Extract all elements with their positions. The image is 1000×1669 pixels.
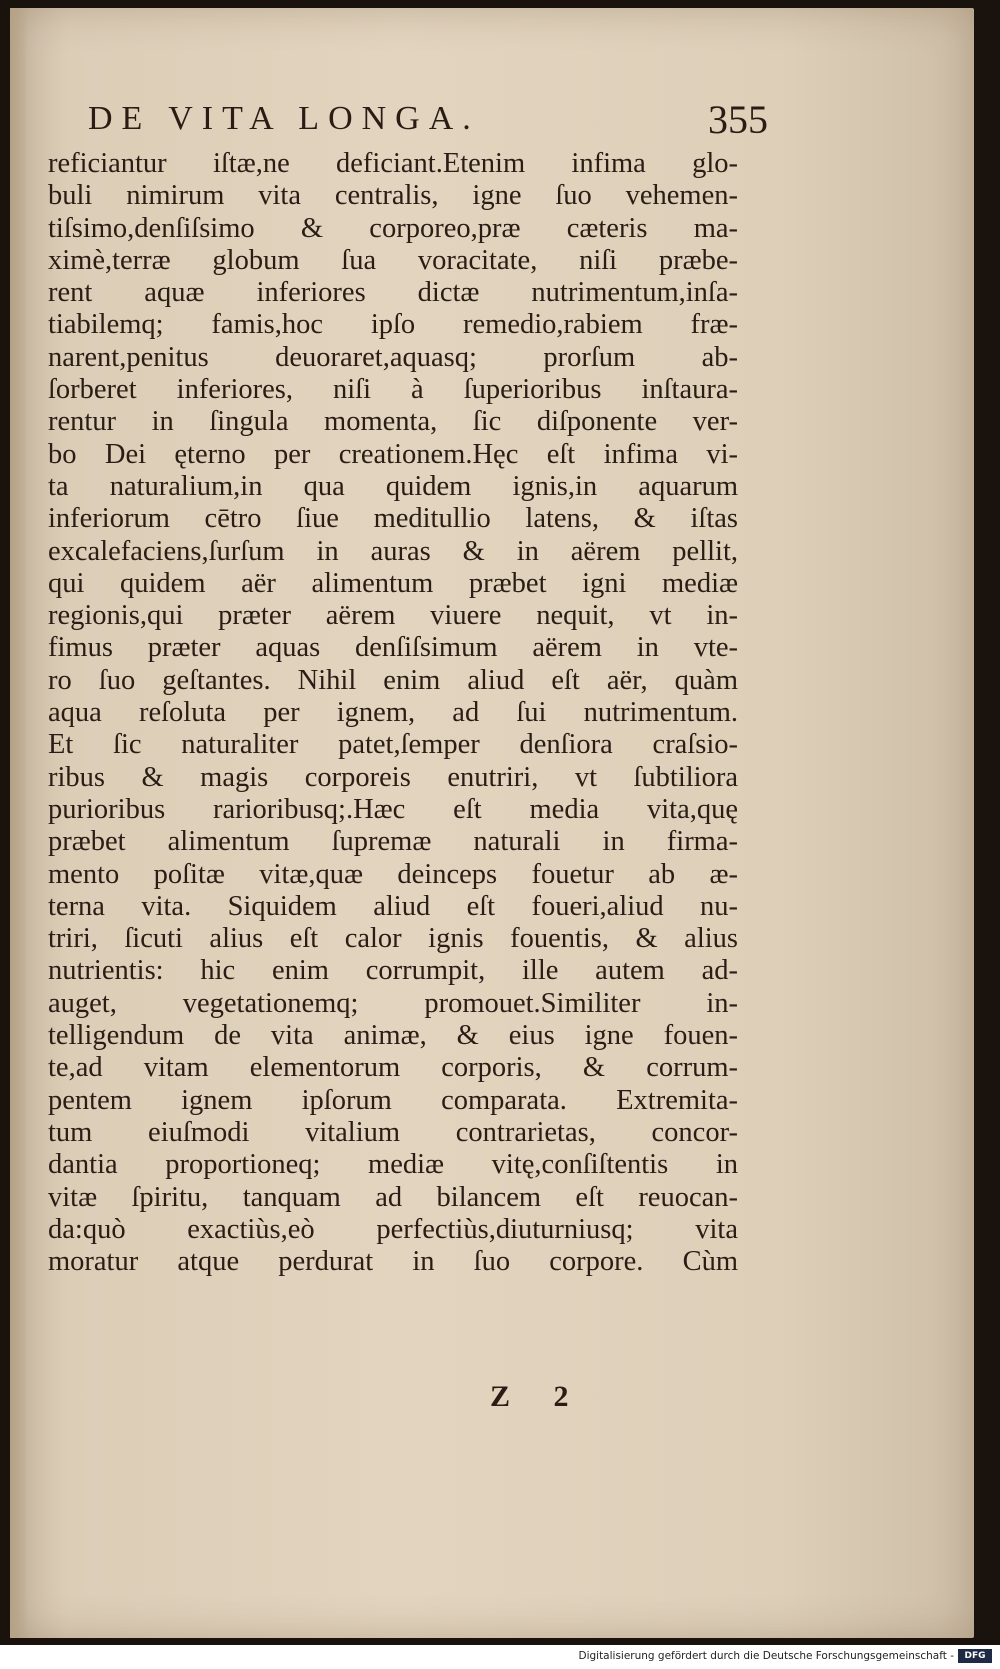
text-line: pentem ignem ipſorum comparata. Extremita-	[48, 1084, 738, 1116]
signature-mark: Z 2	[490, 1380, 587, 1413]
text-line: moratur atque perdurat in ſuo corpore. Cùm	[48, 1246, 738, 1278]
text-line: mento poſitæ vitæ,quæ deinceps fouetur ab æ-	[48, 858, 738, 890]
text-line: ſorberet inferiores, niſi à ſuperioribus inſtaura-	[48, 374, 738, 406]
text-line: te,ad vitam elementorum corporis, & corrum-	[48, 1052, 738, 1084]
text-line: aqua reſoluta per ignem, ad ſui nutrimentum.	[48, 697, 738, 729]
text-line: tiabilemq; famis,hoc ipſo remedio,rabiem fræ-	[48, 309, 738, 341]
text-line: inferiorum cētro ſiue meditullio latens, & iſtas	[48, 503, 738, 535]
text-line: telligendum de vita animæ, & eius igne fouen-	[48, 1020, 738, 1052]
text-line: vitæ ſpiritu, tanquam ad bilancem eſt reuocan-	[48, 1181, 738, 1213]
text-line: reficiantur iſtæ,ne deficiant.Etenim infima glo-	[48, 148, 738, 179]
text-line: ro ſuo geſtantes. Nihil enim aliud eſt aër, quàm	[48, 664, 738, 696]
text-line: triri, ſicuti alius eſt calor ignis fouentis, & alius	[48, 923, 738, 955]
text-line: auget, vegetationemq; promouet.Similiter in-	[48, 987, 738, 1019]
text-line: buli nimirum vita centralis, igne ſuo vehemen-	[48, 180, 738, 212]
text-line: qui quidem aër alimentum præbet igni mediæ	[48, 567, 738, 599]
running-title: DE VITA LONGA.	[88, 100, 480, 137]
body-text	[48, 148, 738, 1278]
text-line: ta naturalium,in qua quidem ignis,in aquarum	[48, 470, 738, 502]
funding-credit: Digitalisierung gefördert durch die Deutsche Forschungsgemeinschaft -	[578, 1650, 954, 1662]
text-line: ximè,terræ globum ſua voracitate, niſi præbe-	[48, 244, 738, 276]
text-line: rent aquæ inferiores dictæ nutrimentum,inſa-	[48, 277, 738, 309]
page-gutter-shadow	[10, 8, 28, 1638]
text-line: da:quò exactiùs,eò perfectiùs,diuturniusq; vita	[48, 1213, 738, 1245]
text-line: purioribus rarioribusq;.Hæc eſt media vita,quę	[48, 793, 738, 825]
text-line: narent,penitus deuoraret,aquasq; prorſum ab-	[48, 341, 738, 373]
text-line: præbet alimentum ſupremæ naturali in firma-	[48, 826, 738, 858]
dfg-logo: DFG	[958, 1649, 992, 1663]
text-line: excalefaciens,ſurſum in auras & in aërem pellit,	[48, 535, 738, 567]
page-header	[88, 97, 768, 150]
text-line: regionis,qui præter aërem viuere nequit, vt in-	[48, 600, 738, 632]
text-line: fimus præter aquas denſiſsimum aërem in vte-	[48, 632, 738, 664]
text-line: rentur in ſingula momenta, ſic diſponente ver-	[48, 406, 738, 438]
page-number: 355	[708, 97, 768, 142]
text-line: bo Dei ęterno per creationem.Hęc eſt infima vi-	[48, 438, 738, 470]
text-line: terna vita. Siquidem aliud eſt foueri,aliud nu-	[48, 890, 738, 922]
text-line: nutrientis: hic enim corrumpit, ille autem ad-	[48, 955, 738, 987]
text-line: dantia proportioneq; mediæ vitę,conſiſtentis in	[48, 1149, 738, 1181]
text-line: ribus & magis corporeis enutriri, vt ſubtiliora	[48, 761, 738, 793]
text-line: tiſsimo,denſiſsimo & corporeo,præ cæteris ma-	[48, 212, 738, 244]
text-line: tum eiuſmodi vitalium contrarietas, concor-	[48, 1116, 738, 1148]
text-line: Et ſic naturaliter patet,ſemper denſiora craſsio-	[48, 729, 738, 761]
